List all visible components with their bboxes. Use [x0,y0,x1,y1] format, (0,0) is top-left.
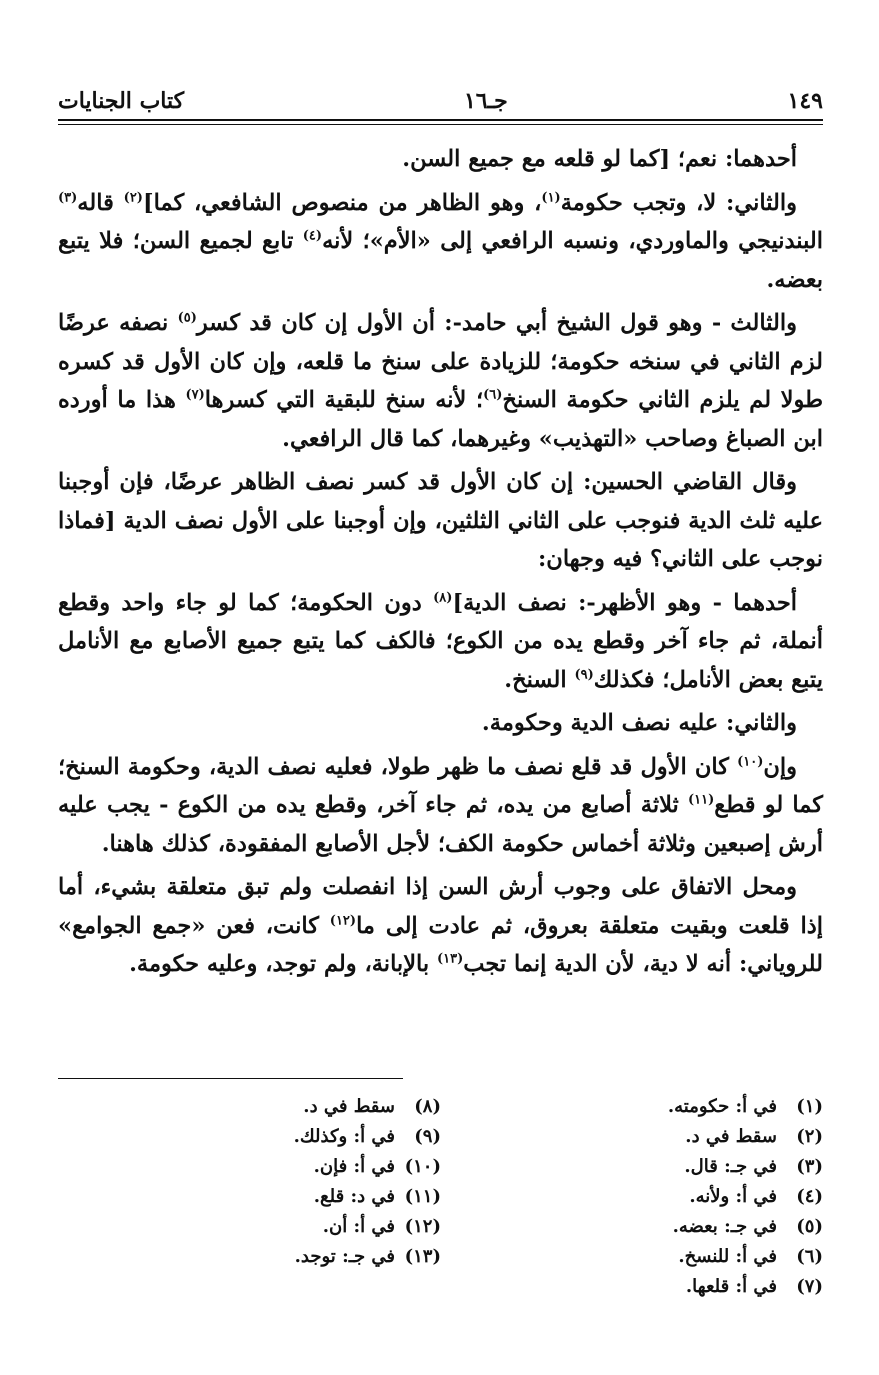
header-rule-thick [58,119,823,121]
footnote: (٨)سقط في د. [303,1096,441,1117]
paragraph-1: أحدهما: نعم؛ [كما لو قلعه مع جميع السن. [402,146,797,172]
main-text [58,140,823,989]
footnote: (٤)في أ: ولأنه. [689,1186,823,1207]
paragraph-8: ومحل الاتفاق على وجوب أرش السن إذا انفصلت ولم تبق متعلقة بشيء، أما إذا قلعت وبقيت متعلقة بعروق، ثم عادت إلى ما$^{(١٢)}$ كانت، فعن «جمع الجوامع» للروياني: أنه لا دية، لأن الدية إنما تجب$^{(١٣)}$ بالإبانة، ولم توجد، وعليه حكومة. [58,874,823,977]
footnote: (١١)في د: قلع. [313,1186,441,1207]
paragraph-4: وقال القاضي الحسين: إن كان الأول قد كسر نصف الظاهر عرضًا، فإن أوجبنا عليه ثلث الدية فنوجب على الثاني الثلثين، وإن أوجبنا على الأول نصف الدية [فماذا نوجب على الثاني؟ فيه وجهان: [58,469,823,572]
footnote: (١٠)في أ: فإن. [313,1156,441,1177]
footnote-ref: (١) [541,190,561,205]
paragraph-5: أحدهما - وهو الأظهر-: نصف الدية]$^{(٨)}$ دون الحكومة؛ كما لو جاء واحد وقطع أنملة، ثم جاء آخر وقطع يده من الكوع؛ فالكف كما يتبع جميع الأصابع مع الأنامل يتبع بعض الأنامل؛ فكذلك$^{(٩)}$ السنخ. [58,589,823,693]
footnote: (٢)سقط في د. [685,1126,823,1147]
footnote: (١٢)في أ: أن. [322,1216,441,1237]
footnote: (٧)في أ: قلعها. [685,1276,823,1297]
footnote-ref: (٧) [185,387,205,403]
footnote-ref: (١٠) [737,754,764,769]
running-header [58,70,823,114]
paragraph-7: وإن$^{(١٠)}$ كان الأول قد قلع نصف ما ظهر طولا، فعليه نصف الدية، وحكومة السنخ؛ كما لو قطع$^{(١١)}$ ثلاثة أصابع من يده، ثم جاء آخر، وقطع يده من الكوع - يجب عليه أرش إصبعين وثلاثة أخماس حكومة الكف؛ لأجل الأصابع المفقودة، كذلك هاهنا. [58,753,823,857]
footnote: (١)في أ: حكومته. [667,1096,823,1117]
footnote-ref: (٤) [302,228,323,244]
footnote-separator [58,1078,403,1079]
footnote: (٦)في أ: للنسخ. [678,1246,823,1267]
book-page [58,70,823,1330]
footnote-ref: (٢) [123,190,143,205]
page-number: ١٤٩ [787,88,823,114]
footnote-ref: (٦) [483,387,503,403]
footnotes-right-column [441,1092,823,1302]
footnote-ref: (١٢) [329,913,357,928]
footnote-ref: (١١) [688,792,715,808]
volume-number: جـ١٦ [463,88,508,114]
paragraph-6: والثاني: عليه نصف الدية وحكومة. [481,710,797,736]
footnote-ref: (٣) [58,190,78,205]
footnote-ref: (٨) [433,590,453,605]
book-title: كتاب الجنايات [58,88,185,114]
footnote: (٥)في جـ: بعضه. [672,1216,823,1237]
footnote-ref: (١٣) [436,951,464,967]
footnote-ref: (٩) [574,667,594,682]
paragraph-3: والثالث - وهو قول الشيخ أبي حامد-: أن الأول إن كان قد كسر$^{(٥)}$ نصفه عرضًا لزم الثاني في سنخه حكومة؛ للزيادة على سنخ ما قلعه، وإن كان الأول قد كسره طولا لم يلزم الثاني حكومة السنخ$^{(٦)}$؛ لأنه سنخ للبقية التي كسرها$^{(٧)}$ هذا ما أورده ابن الصباغ وصاحب «التهذيب» وغيرهما، كما قال الرافعي. [58,310,824,452]
footnote: (٣)في جـ: قال. [684,1156,823,1177]
footnote: (٩)في أ: وكذلك. [293,1126,441,1147]
paragraph-2: والثاني: لا، وتجب حكومة$^{(١)}$، وهو الظاهر من منصوص الشافعي، كما]$^{(٢)}$ قاله$^{(٣)}$ البندنيجي والماوردي، ونسبه الرافعي إلى «الأم»؛ لأنه$^{(٤)}$ تابع لجميع السن؛ فلا يتبع بعضه. [58,189,823,293]
header-rule-thin [58,124,823,125]
footnote-ref: (٥) [177,310,197,326]
footnotes [58,1092,823,1302]
footnote: (١٣)في جـ: توجد. [294,1246,441,1267]
footnotes-left-column [59,1092,441,1302]
